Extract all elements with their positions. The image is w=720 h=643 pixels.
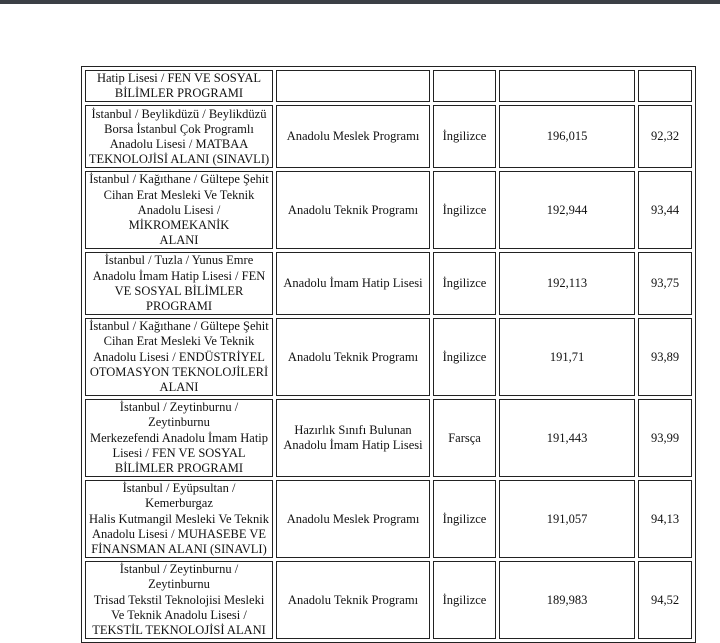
- school-cell: [85, 480, 273, 558]
- score-cell: 93,99: [638, 399, 692, 477]
- program-type-cell: [276, 480, 430, 558]
- school-line: TEKNOLOJİSİ ALANI (SINAVLI): [88, 152, 270, 167]
- score-cell: 94,52: [638, 561, 692, 639]
- school-line: Cihan Erat Mesleki Ve Teknik: [103, 187, 255, 202]
- program-line: Anadolu İmam Hatip Lisesi: [283, 276, 423, 291]
- rank-cell: 192,113: [499, 252, 635, 315]
- school-cell: [85, 70, 273, 102]
- school-line: İstanbul / Eyüpsultan / Kemerburgaz: [122, 481, 236, 511]
- program-line: Anadolu Meslek Programı: [286, 511, 420, 526]
- program-type-cell: [276, 105, 430, 168]
- school-line: İstanbul / Kağıthane / Gültepe Şehit: [89, 172, 269, 187]
- school-line: Halis Kutmangil Mesleki Ve Teknik: [89, 511, 269, 526]
- school-line: Hatip Lisesi / FEN VE SOSYAL: [96, 71, 261, 85]
- results-table: [81, 66, 696, 643]
- program-type-cell: [276, 399, 430, 477]
- table-row: [85, 318, 692, 396]
- school-line: Borsa İstanbul Çok Programlı: [104, 121, 254, 136]
- language-cell: İngilizce: [433, 318, 496, 396]
- program-type-cell: [276, 561, 430, 639]
- rank-cell: 191,443: [499, 399, 635, 477]
- program-type-cell: [276, 252, 430, 315]
- score-cell: 93,44: [638, 171, 692, 249]
- school-line: Anadolu Lisesi / ENDÜSTRİYEL: [93, 349, 265, 364]
- score-cell: 92,32: [638, 105, 692, 168]
- score-cell: 94,13: [638, 480, 692, 558]
- table-row: [85, 561, 692, 639]
- rank-cell: 192,944: [499, 171, 635, 249]
- school-line: İstanbul / Tuzla / Yunus Emre: [104, 253, 254, 268]
- school-cell: [85, 252, 273, 315]
- school-line: İstanbul / Beylikdüzü / Beylikdüzü: [91, 106, 267, 121]
- score-cell: [638, 70, 692, 102]
- school-line: Anadolu Lisesi / MUHASEBE VE: [91, 526, 267, 541]
- rank-cell: 191,71: [499, 318, 635, 396]
- school-cell: [85, 399, 273, 477]
- school-line: İstanbul / Kağıthane / Gültepe Şehit: [89, 319, 269, 334]
- school-line: Cihan Erat Mesleki Ve Teknik: [103, 334, 255, 349]
- table-row: [85, 252, 692, 315]
- school-line: VE SOSYAL BİLİMLER: [114, 283, 244, 298]
- rank-cell: 191,057: [499, 480, 635, 558]
- program-line: Hazırlık Sınıfı Bulunan: [294, 423, 412, 438]
- school-line: Merkezefendi Anadolu İmam Hatip: [89, 430, 269, 445]
- school-line: İstanbul / Zeytinburnu / Zeytinburnu: [119, 562, 239, 592]
- table-row: [85, 70, 692, 102]
- program-line: Anadolu Teknik Programı: [287, 202, 419, 217]
- table-row: [85, 399, 692, 477]
- program-line: Anadolu Teknik Programı: [287, 592, 419, 607]
- document-page: [0, 4, 720, 638]
- language-cell: İngilizce: [433, 105, 496, 168]
- language-cell: İngilizce: [433, 480, 496, 558]
- program-type-cell: [276, 171, 430, 249]
- language-cell: İngilizce: [433, 171, 496, 249]
- program-line: Anadolu İmam Hatip Lisesi: [283, 438, 423, 453]
- school-line: Anadolu İmam Hatip Lisesi / FEN: [92, 268, 266, 283]
- school-line: OTOMASYON TEKNOLOJİLERİ: [89, 364, 269, 379]
- school-line: ALANI: [159, 380, 199, 395]
- school-line: FİNANSMAN ALANI (SINAVLI): [91, 542, 267, 557]
- school-line: Ve Teknik Anadolu Lisesi /: [111, 607, 247, 622]
- school-cell: [85, 561, 273, 639]
- school-line: BİLİMLER PROGRAMI: [114, 86, 244, 101]
- score-cell: 93,89: [638, 318, 692, 396]
- school-line: BİLİMLER PROGRAMI: [114, 461, 244, 476]
- program-line: Anadolu Meslek Programı: [286, 129, 420, 144]
- rank-cell: [499, 70, 635, 102]
- language-cell: İngilizce: [433, 561, 496, 639]
- program-line: Anadolu Teknik Programı: [287, 349, 419, 364]
- table-row: [85, 480, 692, 558]
- school-cell: [85, 105, 273, 168]
- score-cell: 93,75: [638, 252, 692, 315]
- school-line: İstanbul / Zeytinburnu / Zeytinburnu: [119, 400, 239, 430]
- school-line: Trisad Tekstil Teknolojisi Mesleki: [93, 592, 265, 607]
- school-line: ALANI: [159, 233, 199, 248]
- school-line: PROGRAMI: [146, 299, 212, 314]
- program-type-cell: [276, 318, 430, 396]
- school-cell: [85, 171, 273, 249]
- language-cell: İngilizce: [433, 252, 496, 315]
- language-cell: Farsça: [433, 399, 496, 477]
- rank-cell: 196,015: [499, 105, 635, 168]
- language-cell: [433, 70, 496, 102]
- table-row: [85, 171, 692, 249]
- school-line: TEKSTİL TEKNOLOJİSİ ALANI: [92, 623, 266, 638]
- table-row: [85, 105, 692, 168]
- school-line: Anadolu Lisesi / MATBAA: [109, 136, 249, 151]
- program-type-cell: [276, 70, 430, 102]
- school-line: Anadolu Lisesi / MİKROMEKANİK: [128, 202, 230, 233]
- school-cell: [85, 318, 273, 396]
- rank-cell: 189,983: [499, 561, 635, 639]
- school-line: Lisesi / FEN VE SOSYAL: [112, 445, 246, 460]
